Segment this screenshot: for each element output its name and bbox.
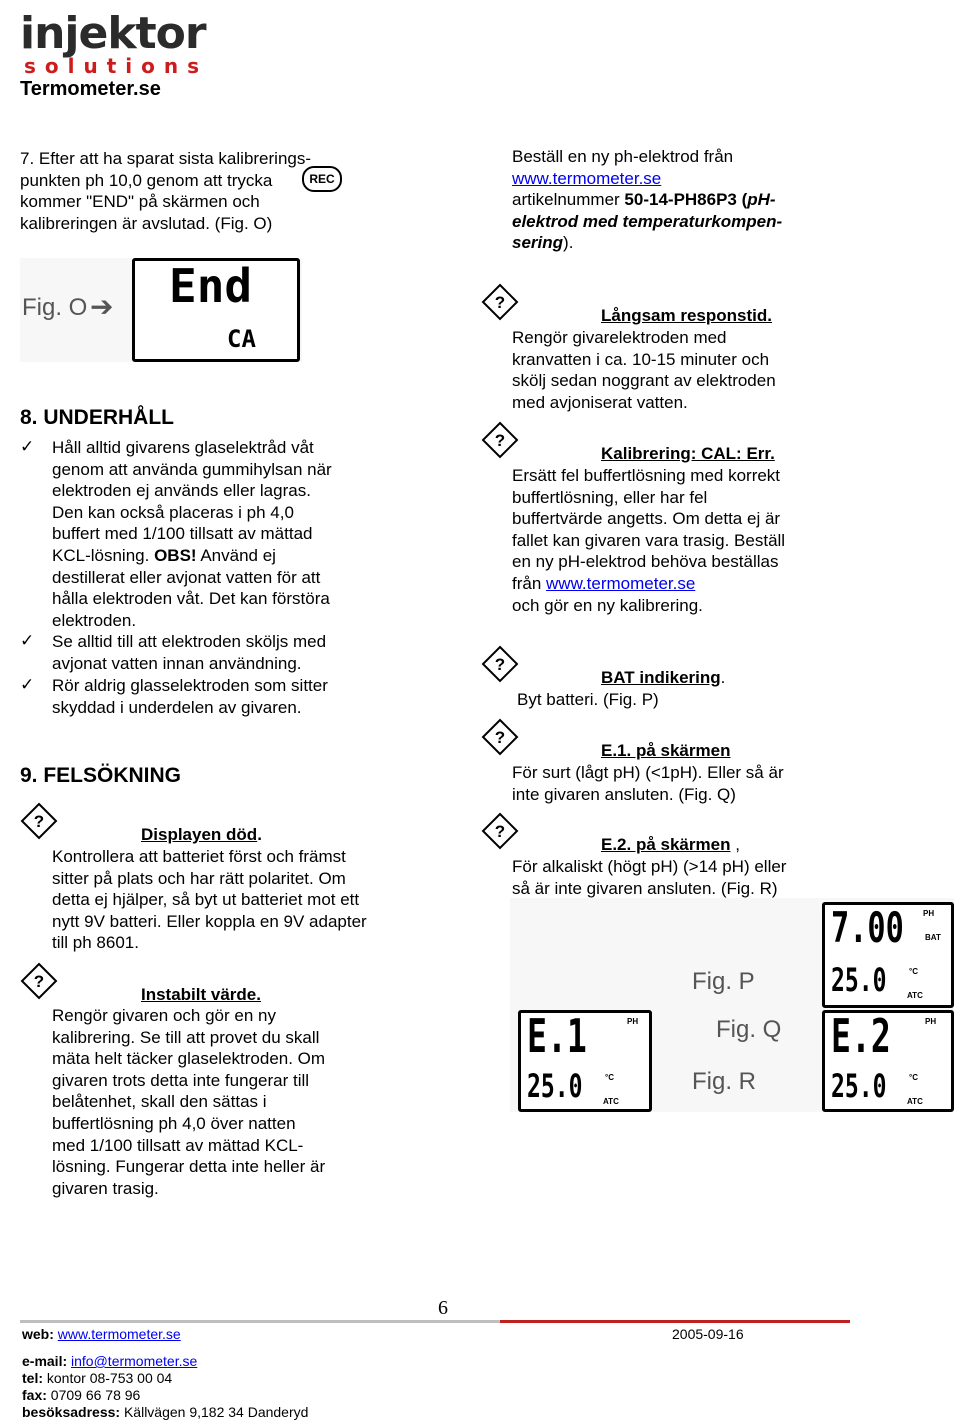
svg-text:?: ?: [33, 972, 45, 991]
fig-r-ph: PH: [925, 1017, 937, 1026]
bat-text: Byt batteri. (Fig. P): [517, 690, 659, 709]
fig-p-atc: ATC: [907, 991, 923, 1000]
fig-r-main: E.2: [831, 1009, 891, 1063]
page-number: 6: [438, 1297, 448, 1319]
section8-bullet2: Se alltid till att elektroden sköljs med avjonat vatten innan användning.: [52, 632, 327, 673]
footer-web-link[interactable]: www.termometer.se: [57, 1326, 181, 1342]
checkmark-icon: ✓: [20, 437, 35, 456]
question-diamond-icon: [481, 718, 519, 756]
fig-r-degc: °C: [909, 1073, 918, 1082]
footer-tel: tel: kontor 08-753 00 04: [22, 1370, 173, 1386]
fig-q-atc: ATC: [603, 1097, 619, 1106]
step7-text: 7. Efter att ha sparat sista kalibrerings- punkten ph 10,0 genom att trycka kommer "END" på skärmen och kalibreringen är avslutad. (Fig. O): [20, 149, 312, 233]
slow-response-text: Rengör givarelektroden med kranvatten i ca. 10-15 minuter och skölj sedan noggrant av elektroden med avjoniserat vatten.: [512, 328, 776, 412]
item1-text: Kontrollera att batteriet först och främst sitter på plats och har rätt polaritet. Om detta ej hjälper, så byt ut batteriet mot ett nytt 9V batteri. Eller koppla en 9V adapter till ph 8601.: [52, 847, 367, 953]
fig-o-display-main: End: [169, 259, 253, 313]
fig-p-bat: BAT: [925, 933, 941, 942]
e1-text: För surt (lågt pH) (<1pH). Eller så är inte givaren ansluten. (Fig. Q): [512, 763, 784, 804]
svg-text:?: ?: [494, 655, 506, 674]
checkmark-icon: ✓: [20, 675, 35, 694]
fig-o-label: Fig. O: [22, 294, 88, 321]
footer-fax: fax: 0709 66 78 96: [22, 1387, 141, 1403]
item1-title: Displayen död.: [141, 825, 262, 844]
fig-q-label: Fig. Q: [716, 1016, 782, 1043]
fig-q-main: E.1: [527, 1009, 587, 1063]
footer-email: e-mail: info@termometer.se: [22, 1353, 198, 1369]
e1-title: E.1. på skärmen: [601, 741, 731, 760]
fig-o-display: [132, 258, 300, 362]
section9-title: 9. FELSÖKNING: [20, 764, 182, 787]
fig-q-temp: 25.0: [527, 1067, 583, 1105]
logo-tagline: solutions: [24, 54, 209, 78]
site-name: Termometer.se: [20, 78, 161, 100]
question-diamond-icon: [481, 812, 519, 850]
obs-label: OBS!: [154, 545, 197, 565]
fig-p-degc: °C: [909, 967, 918, 976]
svg-text:?: ?: [494, 293, 506, 312]
svg-text:?: ?: [494, 728, 506, 747]
fig-r-temp: 25.0: [831, 1067, 887, 1105]
question-diamond-icon: [481, 421, 519, 459]
fig-r-display: [822, 1010, 954, 1112]
rec-button-icon: REC: [302, 166, 342, 192]
fig-p-label: Fig. P: [692, 968, 755, 995]
section8-title: 8. UNDERHÅLL: [20, 406, 175, 429]
fig-r-atc: ATC: [907, 1097, 923, 1106]
item2-title: Instabilt värde.: [141, 985, 261, 1004]
question-diamond-icon: [481, 283, 519, 321]
section8-bullet3: Rör aldrig glasselektroden som sitter skyddad i underdelen av givaren.: [52, 676, 328, 717]
fig-r-label: Fig. R: [692, 1068, 757, 1095]
fig-p-temp: 25.0: [831, 961, 887, 999]
question-diamond-icon: [20, 802, 58, 840]
item2-text: Rengör givaren och gör en ny kalibrering. Se till att provet du skall mäta helt täcker glaselektroden. Om givaren trots detta inte fungerar till belåtenhet, skall den sättas i buffertlösning ph 4,0 över natten med 1/100 tillsatt av mättad KCL- lösning. Fungerar detta inte heller är givaren trasig.: [52, 1006, 326, 1198]
footer-web: web: www.termometer.se: [22, 1326, 181, 1342]
footer-email-link[interactable]: info@termometer.se: [71, 1353, 198, 1369]
footer-address: besöksadress: Källvägen 9,182 34 Danderyd: [22, 1404, 309, 1420]
order-text: Beställ en ny ph-elektrod från www.termometer.se artikelnummer 50-14-PH86P3 (pH- elektrod med temperaturkompen- sering).: [512, 147, 783, 253]
e2-text: För alkaliskt (högt pH) (>14 pH) eller så är inte givaren ansluten. (Fig. R): [512, 857, 787, 898]
checkmark-icon: ✓: [20, 631, 35, 650]
footer-date: 2005-09-16: [672, 1326, 744, 1342]
cal-link[interactable]: www.termometer.se: [546, 573, 696, 593]
question-diamond-icon: [481, 645, 519, 683]
question-diamond-icon: [20, 962, 58, 1000]
fig-q-ph: PH: [627, 1017, 639, 1026]
section8-bullet1: Håll alltid givarens glaselektråd våt genom att använda gummihylsan när elektroden ej används eller lagras. Den kan också placeras i ph 4,0 buffert med 1/100 tillsatt av mättad KCL-lösning. OBS! Använd ej destillerat eller avjonat vatten för att hålla elektroden våt. Det kan förstöra elektroden.: [52, 438, 332, 630]
figs-pqr: [510, 898, 954, 1112]
cal-err-text: Ersätt fel buffertlösning med korrekt buffertlösning, eller har fel buffertvärde angetts. Om detta ej är fallet kan givaren vara trasig. Beställ en ny pH-elektrod behöva beställas från www.termometer.se och gör en ny kalibrering.: [512, 466, 786, 615]
e2-title: E.2. på skärmen ,: [601, 835, 740, 854]
footer-accent-line: [500, 1320, 850, 1323]
fig-p-main: 7.00: [831, 903, 904, 952]
fig-p-ph: PH: [923, 909, 935, 918]
cal-err-title: Kalibrering: CAL: Err.: [601, 444, 775, 463]
fig-p-display: [822, 902, 954, 1008]
fig-q-degc: °C: [605, 1073, 614, 1082]
arrow-right-icon: ➔: [90, 291, 114, 322]
order-link[interactable]: www.termometer.se: [512, 168, 662, 188]
logo-wordmark: injektor: [20, 8, 206, 59]
fig-q-display: [518, 1010, 652, 1112]
fig-o: [20, 258, 302, 362]
slow-response-title: Långsam responstid.: [601, 306, 772, 325]
svg-text:?: ?: [494, 431, 506, 450]
fig-o-display-sub: CA: [227, 325, 256, 353]
bat-title: BAT indikering.: [601, 668, 726, 687]
svg-text:?: ?: [33, 812, 45, 831]
svg-text:?: ?: [494, 822, 506, 841]
